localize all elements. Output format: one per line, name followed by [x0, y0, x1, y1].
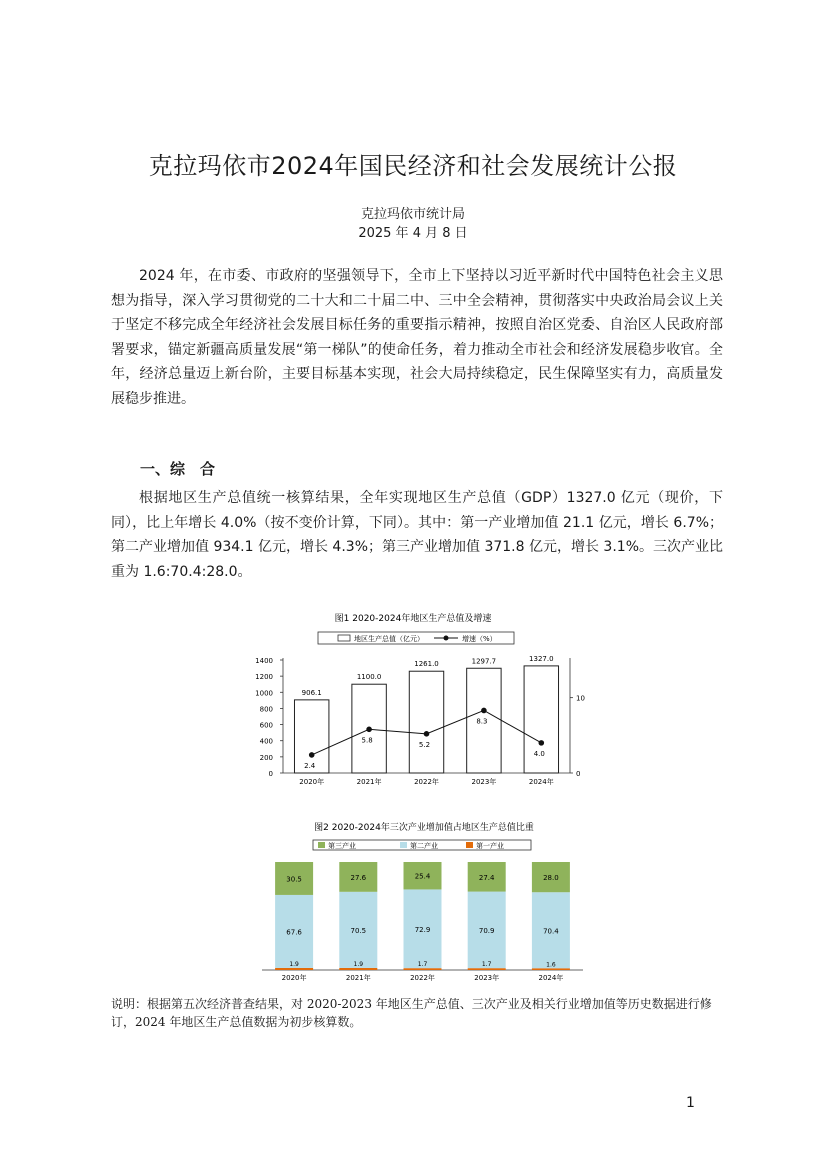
tertiary-label: 25.4 — [414, 872, 431, 881]
section-heading: 一、综 合 — [140, 460, 216, 478]
document-date: 2025 年 4 月 8 日 — [358, 226, 468, 241]
primary-segment — [404, 968, 442, 970]
intro-paragraph: 2024 年，在市委、市政府的坚强领导下，全市上下坚持以习近平新时代中国特色社会主义思想为指导，深入学习贯彻党的二十大和二十届二中、三中全会精神，贯彻落实中央政治局会议上关于坚定不移完成全年经济社会发展目标任务的重要指示精神，按照自治区党委、自治区人民政府部署要求，锚定新疆高质量发展“第一梯队”的使命任务，着力推动全市社会和经济发展稳步收官。全年，经济总量迈上新台阶，主要目标基本实现，社会大局持续稳定，民生保障坚实有力，高质量发展稳步推进。 — [111, 268, 723, 407]
x-tick-label: 2024年 — [538, 974, 564, 982]
gdp-chart-svg — [0, 610, 826, 795]
x-tick-label: 2021年 — [345, 974, 371, 982]
secondary-label: 70.5 — [350, 926, 367, 935]
y-tick-label: 0 — [268, 770, 273, 778]
legend-swatch-marker — [444, 636, 449, 641]
primary-segment — [339, 968, 377, 970]
legend-label: 第一产业 — [476, 842, 504, 850]
legend-swatch — [318, 842, 325, 848]
document-author: 克拉玛依市统计局 — [360, 207, 465, 222]
growth-point — [309, 752, 315, 758]
legend-label: 第三产业 — [328, 842, 356, 850]
document-title: 克拉玛依市2024年国民经济和社会发展统计公报 — [148, 152, 678, 180]
legend-swatch — [466, 842, 473, 848]
primary-label: 1.7 — [417, 961, 428, 969]
figure-gdp-chart — [0, 610, 826, 795]
tertiary-label: 30.5 — [286, 875, 302, 884]
figure-industry-share-chart — [0, 820, 826, 982]
secondary-label: 70.9 — [478, 926, 495, 935]
gdp-bar-label: 1261.0 — [414, 660, 439, 669]
page-number: 1 — [686, 1095, 695, 1111]
primary-label: 1.9 — [353, 960, 364, 968]
legend-label-bar: 地区生产总值（亿元） — [354, 635, 424, 643]
growth-point — [539, 740, 545, 746]
x-tick-label: 2020年 — [299, 778, 325, 786]
y2-tick-label: 10 — [576, 694, 585, 703]
tertiary-label: 27.4 — [478, 873, 495, 882]
y-tick-label: 600 — [259, 721, 273, 730]
secondary-label: 70.4 — [543, 927, 559, 936]
primary-label: 1.7 — [481, 961, 492, 969]
primary-segment — [532, 968, 570, 970]
growth-label: 4.0 — [533, 749, 545, 758]
growth-point — [481, 708, 487, 714]
growth-label: 2.4 — [304, 761, 316, 770]
footnote: 说明：根据第五次经济普查结果，对 2020-2023 年地区生产总值、三次产业及相关行业增加值等历史数据进行修订，2024 年地区生产总值数据为初步核算数。 — [111, 997, 712, 1029]
y-tick-label: 400 — [259, 737, 273, 746]
gdp-bar — [409, 671, 443, 773]
primary-segment — [275, 968, 313, 970]
chart-title: 图2 2020-2024年三次产业增加值占地区生产总值比重 — [314, 823, 534, 833]
y-tick-label: 1400 — [255, 657, 273, 665]
x-tick-label: 2022年 — [410, 974, 435, 982]
x-tick-label: 2023年 — [474, 974, 500, 982]
gdp-bar-label: 1327.0 — [529, 654, 554, 663]
growth-label: 8.3 — [476, 717, 488, 726]
gdp-bar-label: 1297.7 — [471, 657, 497, 666]
secondary-label: 72.9 — [414, 925, 431, 934]
growth-point — [424, 731, 430, 737]
primary-segment — [468, 968, 506, 970]
y-tick-label: 200 — [259, 753, 273, 762]
growth-label: 5.8 — [361, 736, 373, 745]
industry-share-chart-svg — [0, 820, 826, 982]
y2-tick-label: 0 — [576, 770, 581, 778]
legend-label-line: 增速（%） — [462, 635, 497, 643]
x-tick-label: 2020年 — [281, 974, 307, 982]
gdp-bar-label: 1100.0 — [356, 673, 382, 682]
gdp-bar-label: 906.1 — [301, 688, 322, 697]
primary-label: 1.6 — [546, 961, 556, 969]
x-tick-label: 2023年 — [471, 778, 497, 786]
primary-label: 1.9 — [289, 960, 299, 968]
y-tick-label: 1200 — [255, 673, 273, 682]
secondary-label: 67.6 — [286, 928, 302, 937]
growth-point — [366, 727, 372, 733]
y-tick-label: 800 — [259, 705, 273, 714]
section-paragraph: 根据地区生产总值统一核算结果，全年实现地区生产总值（GDP）1327.0 亿元（现价，下同），比上年增长 4.0%（按不变价计算，下同）。其中：第一产业增加值 21.1 亿元，增长 6.7%；第二产业增加值 934.1 亿元，增长 4.3%；第三产业增加值 371.8 亿元，增长 3.1%。三次产业比重为 1.6:70.4:28.0。 — [111, 490, 723, 580]
tertiary-label: 27.6 — [350, 873, 367, 882]
growth-label: 5.2 — [418, 740, 431, 749]
x-tick-label: 2021年 — [356, 778, 382, 786]
legend-swatch-bar — [338, 635, 350, 641]
chart-title: 图1 2020-2024年地区生产总值及增速 — [334, 614, 492, 624]
x-tick-label: 2022年 — [414, 778, 439, 786]
tertiary-label: 28.0 — [543, 874, 559, 883]
x-tick-label: 2024年 — [528, 778, 554, 786]
legend-label: 第二产业 — [410, 842, 438, 850]
y-tick-label: 1000 — [255, 689, 273, 698]
legend-swatch — [400, 842, 407, 848]
